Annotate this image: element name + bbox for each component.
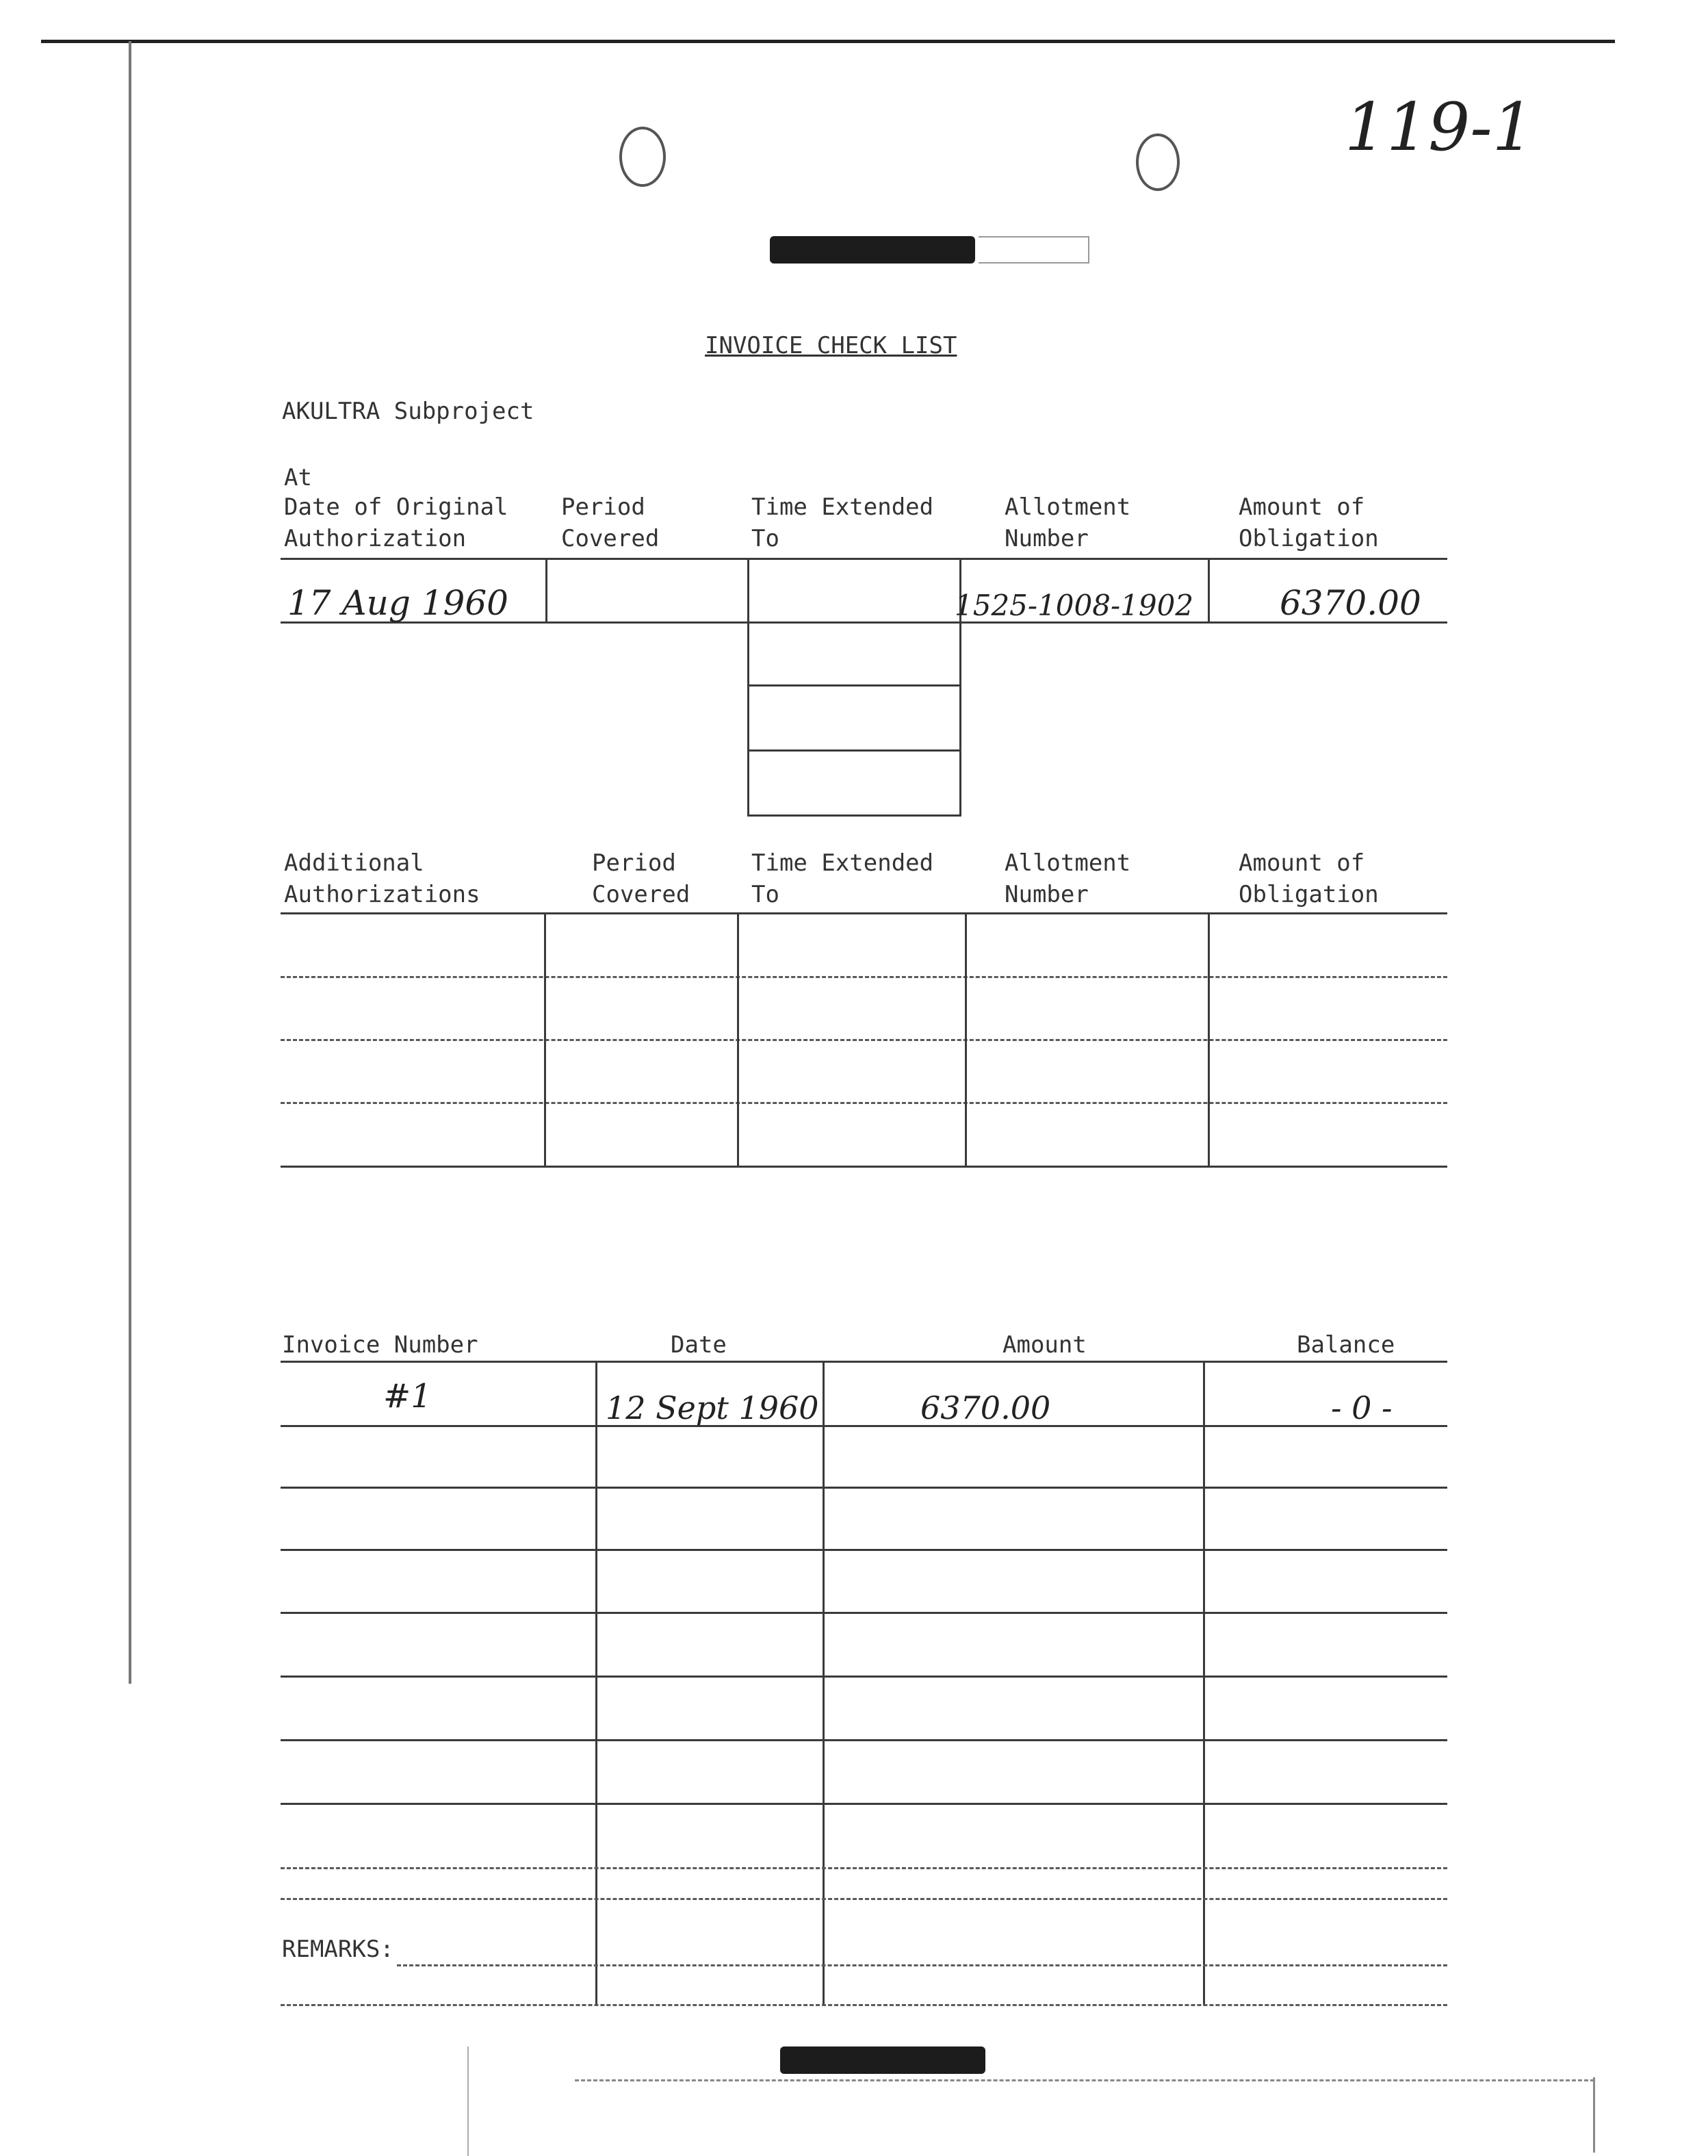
header-time-extended: Time Extended To bbox=[751, 493, 934, 552]
invoice-row-rule-5 bbox=[281, 1676, 1447, 1678]
additional-row-rule-4 bbox=[281, 1166, 1447, 1168]
invoice-row-rule-8 bbox=[281, 1867, 1447, 1869]
header-additional-period: Period Covered bbox=[592, 849, 690, 908]
additional-col-divider-4 bbox=[1208, 914, 1210, 1168]
invoice-col-divider-3 bbox=[1203, 1362, 1205, 2005]
remarks-rule-2 bbox=[281, 2004, 1447, 2006]
header-invoice-amount: Amount bbox=[1002, 1331, 1087, 1359]
extension-box-rule-3 bbox=[749, 814, 960, 817]
invoice-balance-value: - 0 - bbox=[1331, 1389, 1393, 1426]
original-col-divider-2 bbox=[747, 560, 749, 817]
header-period-covered: Period Covered bbox=[561, 493, 660, 552]
additional-row-rule-1 bbox=[281, 976, 1447, 978]
subproject-label: AKULTRA Subproject bbox=[282, 398, 534, 425]
header-invoice-balance: Balance bbox=[1297, 1331, 1395, 1359]
invoice-row-rule-4 bbox=[281, 1612, 1447, 1614]
invoice-row-rule-1 bbox=[281, 1425, 1447, 1427]
redaction-bar-bottom bbox=[780, 2046, 985, 2074]
invoice-row-rule-3 bbox=[281, 1549, 1447, 1551]
top-border-line bbox=[41, 40, 1615, 43]
invoice-number-value: #1 bbox=[383, 1377, 432, 1415]
page-number: 119-1 bbox=[1345, 89, 1534, 166]
invoice-row-rule-7 bbox=[281, 1803, 1447, 1805]
additional-header-rule bbox=[281, 912, 1447, 914]
extension-box-rule-1 bbox=[749, 684, 960, 686]
original-amount-value: 6370.00 bbox=[1280, 583, 1421, 623]
invoice-row-rule-2 bbox=[281, 1487, 1447, 1489]
invoice-date-value: 12 Sept 1960 bbox=[606, 1389, 819, 1426]
header-additional-authorizations: Additional Authorizations bbox=[284, 849, 480, 908]
redaction-bar-top bbox=[770, 236, 975, 264]
extension-box-rule-2 bbox=[749, 749, 960, 752]
original-header-rule bbox=[281, 558, 1447, 560]
header-amount-obligation: Amount of Obligation bbox=[1239, 493, 1379, 552]
original-allotment-value: 1525-1008-1902 bbox=[955, 589, 1194, 622]
additional-col-divider-1 bbox=[544, 914, 546, 1168]
header-allotment-number: Allotment Number bbox=[1005, 493, 1131, 552]
additional-row-rule-3 bbox=[281, 1102, 1447, 1104]
bottom-scan-rule bbox=[575, 2079, 1594, 2081]
invoice-col-divider-1 bbox=[595, 1362, 597, 2005]
original-date-value: 17 Aug 1960 bbox=[287, 583, 508, 623]
original-col-divider-1 bbox=[545, 560, 547, 623]
header-date-original: Date of Original Authorization bbox=[284, 493, 508, 552]
punch-hole-left bbox=[619, 127, 666, 187]
at-label: At bbox=[284, 464, 312, 491]
header-invoice-date: Date bbox=[671, 1331, 727, 1359]
remarks-rule-1 bbox=[397, 1964, 1447, 1966]
additional-col-divider-2 bbox=[737, 914, 739, 1168]
header-additional-amount: Amount of Obligation bbox=[1239, 849, 1379, 908]
invoice-col-divider-2 bbox=[823, 1362, 825, 2005]
header-invoice-number: Invoice Number bbox=[282, 1331, 478, 1359]
header-additional-time-extended: Time Extended To bbox=[751, 849, 934, 908]
original-col-divider-4 bbox=[1208, 560, 1210, 623]
bottom-right-edge bbox=[1593, 2077, 1595, 2153]
invoice-amount-value: 6370.00 bbox=[920, 1389, 1051, 1426]
remarks-label: REMARKS: bbox=[282, 1936, 394, 1963]
punch-hole-right bbox=[1136, 133, 1180, 191]
left-scan-edge bbox=[129, 41, 131, 1684]
page-title: INVOICE CHECK LIST bbox=[705, 332, 957, 359]
additional-row-rule-2 bbox=[281, 1039, 1447, 1041]
additional-col-divider-3 bbox=[965, 914, 967, 1168]
invoice-row-rule-6 bbox=[281, 1739, 1447, 1741]
header-additional-allotment: Allotment Number bbox=[1005, 849, 1131, 908]
bottom-fold-line bbox=[467, 2046, 469, 2156]
invoice-row-rule-9 bbox=[281, 1898, 1447, 1900]
redaction-box-top bbox=[979, 236, 1089, 264]
invoice-header-rule bbox=[281, 1361, 1447, 1363]
